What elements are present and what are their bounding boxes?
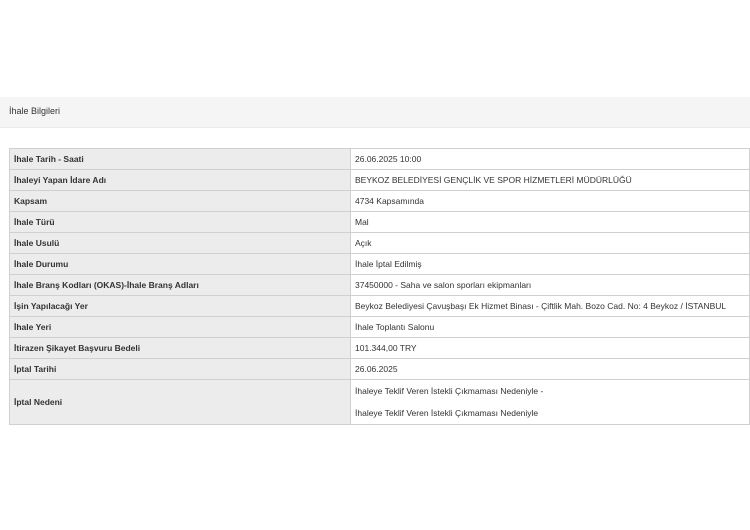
row-label: İhale Branş Kodları (OKAS)-İhale Branş Adları	[10, 275, 351, 296]
row-value: 37450000 - Saha ve salon sporları ekipmanları	[351, 275, 750, 296]
tender-info-table	[9, 148, 750, 425]
table-row	[10, 212, 750, 233]
row-value: 101.344,00 TRY	[351, 338, 750, 359]
row-value: BEYKOZ BELEDİYESİ GENÇLİK VE SPOR HİZMETLERİ MÜDÜRLÜĞÜ	[351, 170, 750, 191]
table-row	[10, 170, 750, 191]
row-value: 4734 Kapsamında	[351, 191, 750, 212]
row-label: İşin Yapılacağı Yer	[10, 296, 351, 317]
table-row	[10, 296, 750, 317]
row-value: Beykoz Belediyesi Çavuşbaşı Ek Hizmet Binası - Çiftlik Mah. Bozo Cad. No: 4 Beykoz / İSTANBUL	[351, 296, 750, 317]
table-row-cancel-reason	[10, 380, 750, 425]
row-label: İtirazen Şikayet Başvuru Bedeli	[10, 338, 351, 359]
row-label: Kapsam	[10, 191, 351, 212]
row-value: İhale İptal Edilmiş	[351, 254, 750, 275]
row-label: İhale Türü	[10, 212, 351, 233]
row-label: İhaleyi Yapan İdare Adı	[10, 170, 351, 191]
row-label: İhale Usulü	[10, 233, 351, 254]
table-row	[10, 254, 750, 275]
cancel-reason-line: İhaleye Teklif Veren İstekli Çıkmaması Nedeniyle -	[355, 386, 544, 396]
table-row	[10, 275, 750, 296]
table-row	[10, 317, 750, 338]
table-row	[10, 191, 750, 212]
row-label: İhale Durumu	[10, 254, 351, 275]
row-value: Mal	[351, 212, 750, 233]
row-label: İhale Tarih - Saati	[10, 149, 351, 170]
table-row	[10, 233, 750, 254]
section-title: İhale Bilgileri	[9, 106, 61, 116]
table-row	[10, 359, 750, 380]
cancel-reason-value	[351, 380, 750, 425]
cancel-reason-line: İhaleye Teklif Veren İstekli Çıkmaması Nedeniyle	[355, 408, 539, 418]
section-header	[0, 97, 750, 128]
table-row	[10, 338, 750, 359]
row-value: İhale Toplantı Salonu	[351, 317, 750, 338]
row-label: İhale Yeri	[10, 317, 351, 338]
row-label: İptal Nedeni	[10, 380, 351, 425]
row-label: İptal Tarihi	[10, 359, 351, 380]
table-row	[10, 149, 750, 170]
row-value: 26.06.2025	[351, 359, 750, 380]
row-value: Açık	[351, 233, 750, 254]
row-value: 26.06.2025 10:00	[351, 149, 750, 170]
